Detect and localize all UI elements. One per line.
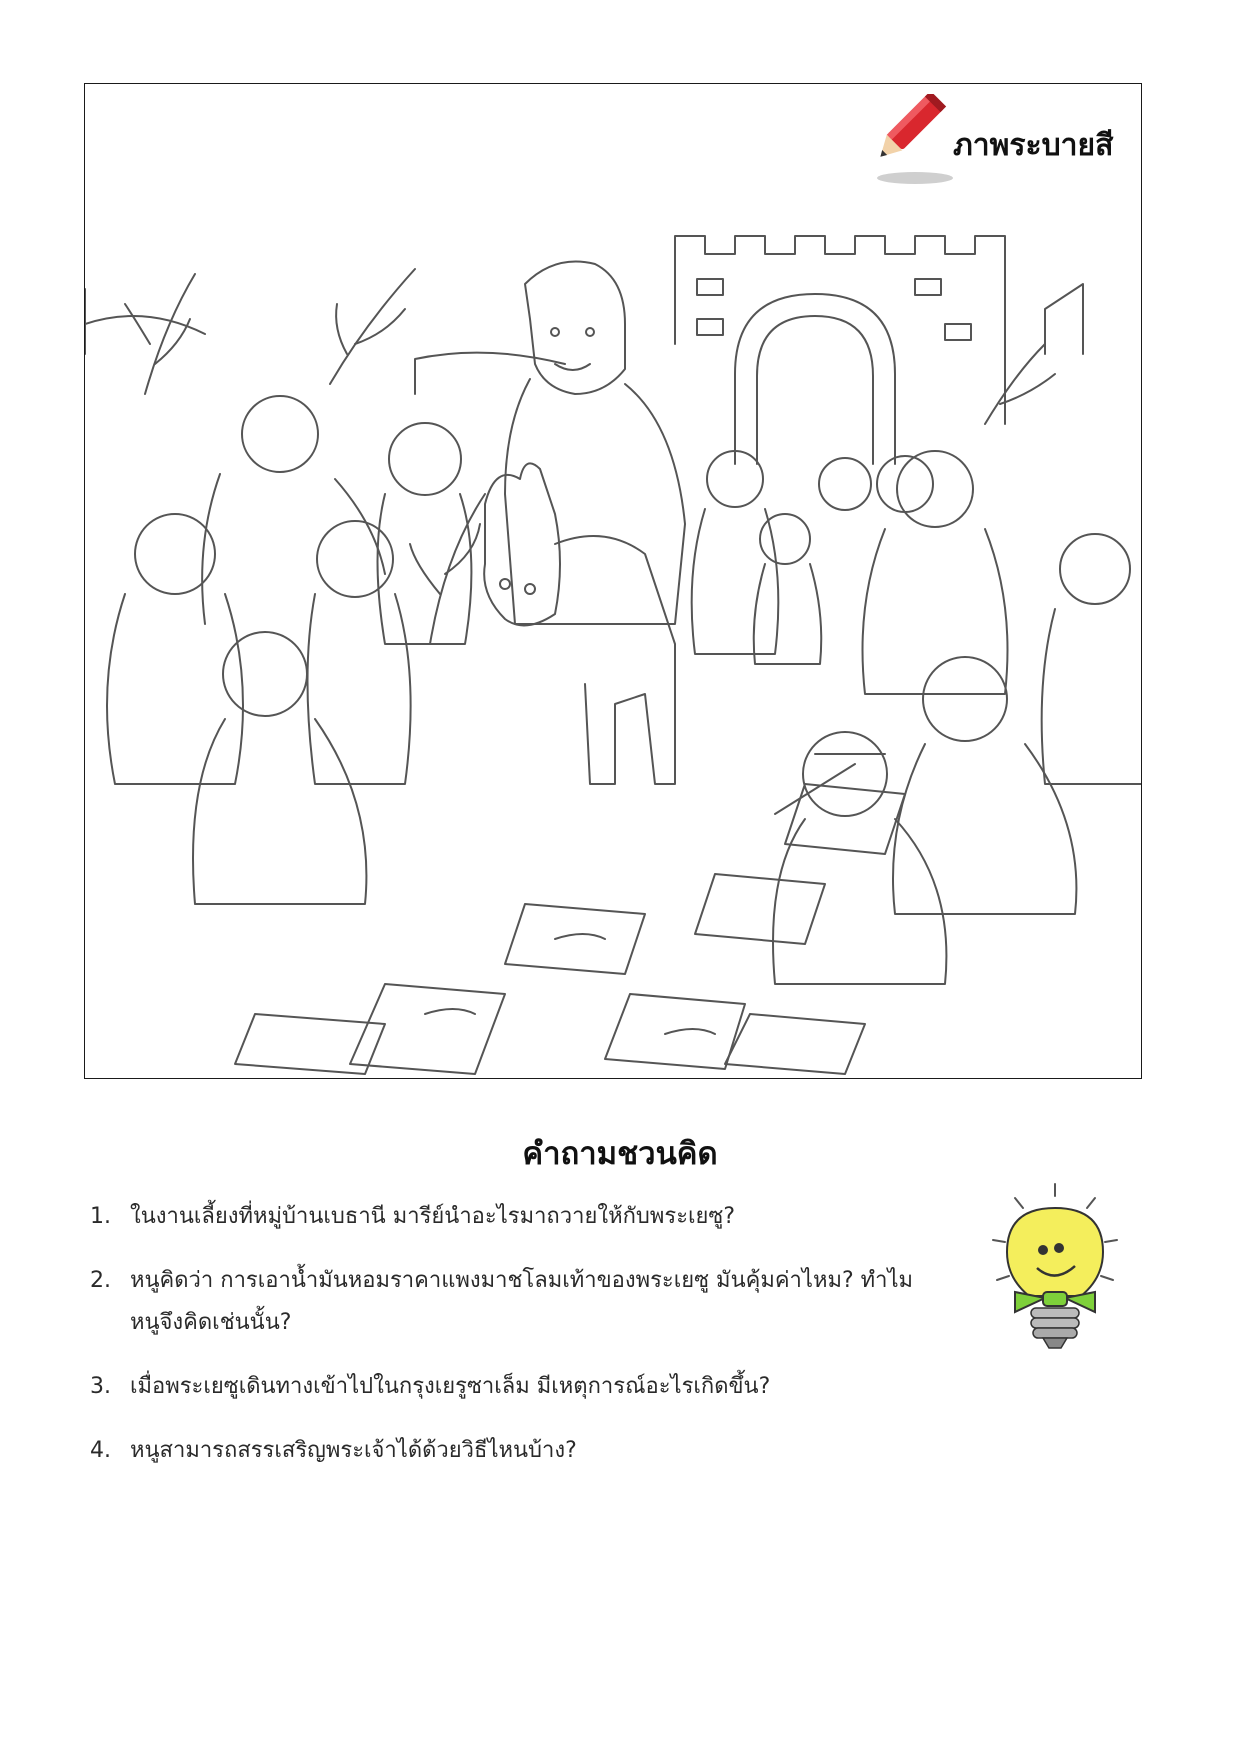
pencil-icon bbox=[875, 94, 965, 194]
coloring-frame bbox=[84, 83, 1142, 1079]
question-number: 3. bbox=[90, 1374, 111, 1399]
coloring-title: ภาพระบายสี bbox=[953, 128, 1114, 163]
question-text: หนูสามารถสรรเสริญพระเจ้าได้ด้วยวิธีไหนบ้าง? bbox=[130, 1438, 577, 1463]
question-item bbox=[90, 1260, 930, 1344]
lightbulb-icon bbox=[985, 1180, 1125, 1355]
question-item bbox=[90, 1430, 930, 1472]
coloring-badge bbox=[875, 94, 1125, 194]
coloring-illustration bbox=[85, 224, 1141, 1078]
question-text: เมื่อพระเยซูเดินทางเข้าไปในกรุงเยรูซาเล็ม มีเหตุการณ์อะไรเกิดขึ้น? bbox=[130, 1374, 771, 1399]
question-text: หนูคิดว่า การเอาน้ำมันหอมราคาแพงมาชโลมเท้าของพระเยซู มันคุ้มค่าไหม? ทำไมหนูจึงคิดเช่นนั้น? bbox=[130, 1268, 914, 1335]
question-number: 2. bbox=[90, 1268, 111, 1293]
question-item bbox=[90, 1366, 930, 1408]
question-list bbox=[90, 1196, 930, 1494]
question-number: 4. bbox=[90, 1438, 111, 1463]
section-title: คำถามชวนคิด bbox=[522, 1136, 718, 1172]
question-number: 1. bbox=[90, 1204, 111, 1229]
question-item bbox=[90, 1196, 930, 1238]
question-text: ในงานเลี้ยงที่หมู่บ้านเบธานี มารีย์นำอะไรมาถวายให้กับพระเยซู? bbox=[130, 1204, 736, 1229]
